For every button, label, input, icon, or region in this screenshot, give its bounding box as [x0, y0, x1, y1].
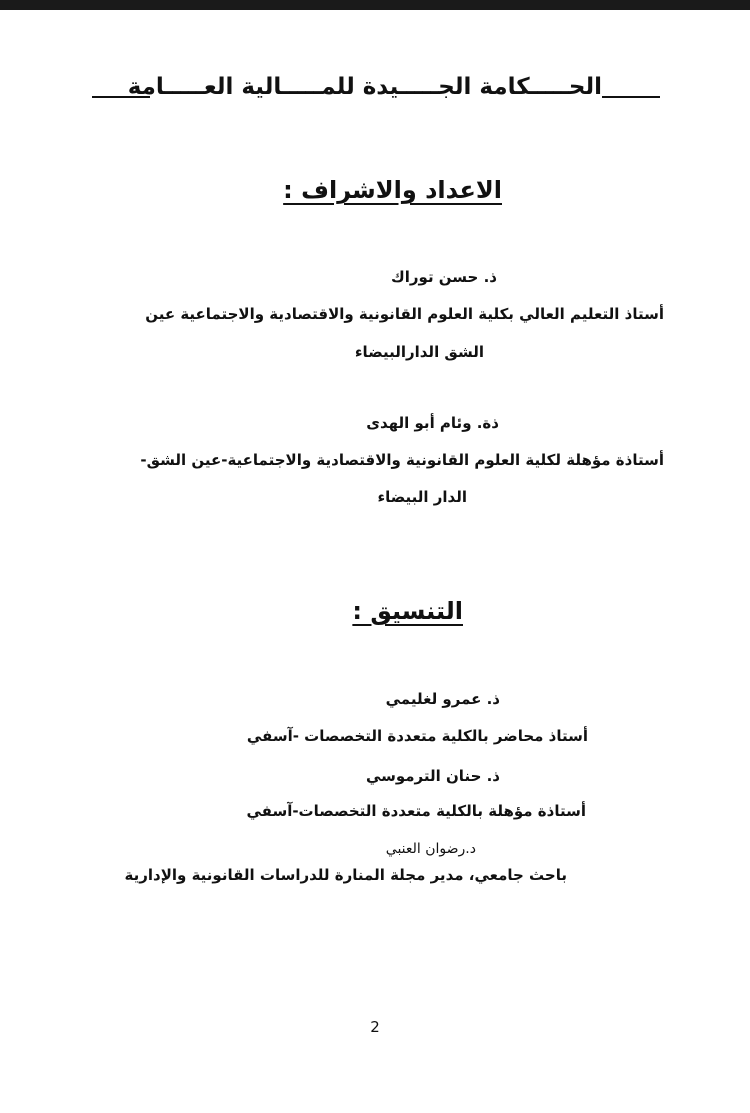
page-title: الحـــــكامة الجـــــيدة للمـــــالية العـــــامة	[127, 74, 602, 100]
coordinator-name-1: ذ. عمرو لغليمي	[385, 690, 500, 708]
coordinator-desc-2: أستاذة مؤهلة بالكلية متعددة التخصصات-آسفي	[246, 802, 586, 820]
person-name-2: ذة. وئام أبو الهدى	[366, 414, 499, 432]
page-number: 2	[370, 1018, 380, 1036]
person-desc-1-line1: أستاذ التعليم العالي بكلية العلوم القانونية والاقتصادية والاجتماعية عين	[145, 305, 664, 323]
top-border-bar	[0, 0, 750, 10]
section-heading-coordination: التنسيق :	[352, 597, 463, 625]
coordinator-name-2: ذ. حنان الترموسي	[365, 767, 500, 785]
person-desc-1-line2: الشق الدارالبيضاء	[354, 343, 484, 361]
header-rule-right	[602, 96, 660, 98]
coordinator-desc-1: أستاذ محاضر بالكلية متعددة التخصصات -آسفي	[246, 727, 588, 745]
person-name-1: ذ. حسن توراك	[391, 268, 497, 286]
section-heading-preparation: الاعداد والاشراف :	[283, 176, 502, 204]
coordinator-name-3: د.رضوان العنبي	[385, 841, 476, 857]
person-desc-2-line1: أستاذة مؤهلة لكلية العلوم القانونية والاقتصادية والاجتماعية-عين الشق-	[140, 451, 664, 469]
page-header	[0, 74, 750, 114]
person-desc-2-line2: الدار البيضاء	[377, 488, 467, 506]
coordinator-desc-3: باحث جامعي، مدير مجلة المنارة للدراسات القانونية والإدارية	[124, 866, 567, 884]
